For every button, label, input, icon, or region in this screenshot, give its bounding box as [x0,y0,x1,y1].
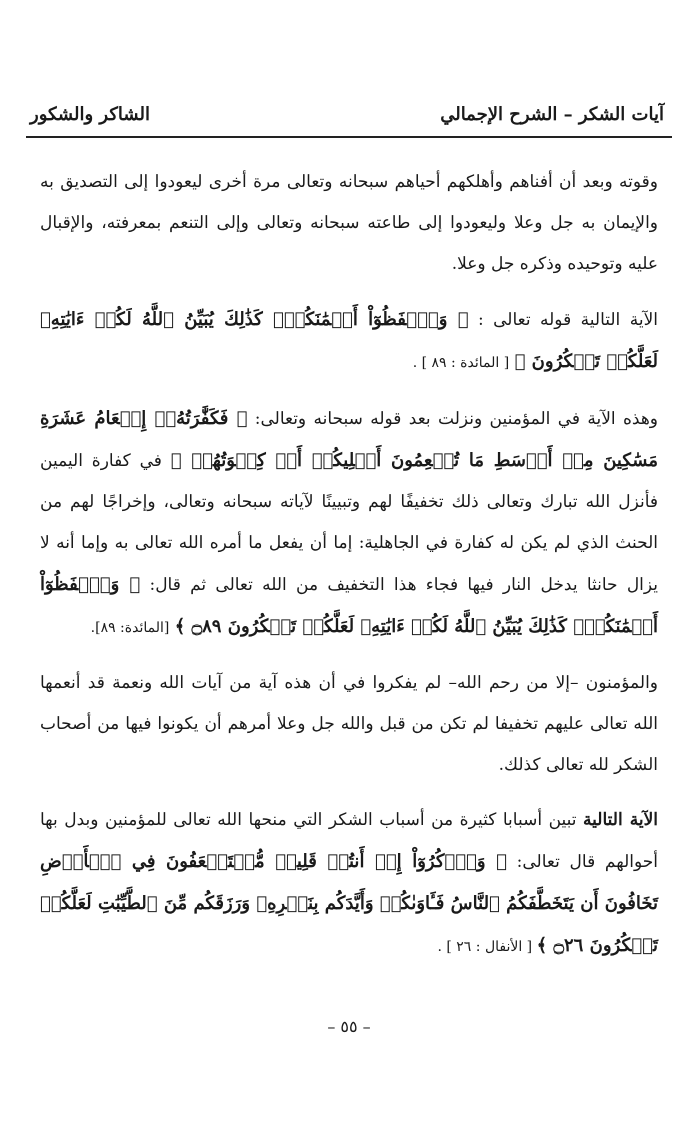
page-number: – ٥٥ – [327,1017,371,1036]
paragraph-3 [40,398,658,649]
verse-reference: [المائدة: ٨٩]. [90,620,170,636]
paragraph-3-intro: وهذه الآية في المؤمنين ونزلت بعد قوله سبحانه وتعالى: [247,409,658,429]
page-body [40,162,658,982]
paragraph-1: وقوته وبعد أن أفناهم وأهلكهم أحياهم سبحانه وتعالى مرة أخرى ليعودوا إلى التصديق به والإيمان به جل وعلا وليعودوا إلى طاعته سبحانه وتعالى وإلى التنعم بمعرفته، والإقبال عليه وتوحيده وذكره جل وعلا. [40,172,658,274]
quran-verse: ﴿ وَٱذۡكُرُوٓاْ إِذۡ أَنتُمۡ قَلِيلٞ مُّسۡتَضۡعَفُونَ فِي ٱلۡأَرۡضِ تَخَافُونَ أَن يَتَخَطَّفَكُمُ ٱلنَّاسُ فَـَٔاوَىٰكُمۡ وَأَيَّدَكُم بِنَصۡرِهِۦ وَرَزَقَكُم مِّنَ ٱلطَّيِّبَٰتِ لَعَلَّكُمۡ تَشۡكُرُونَ ۝٢٦ ﴾ [40,851,658,956]
verse-reference: [ الأنفال : ٢٦ ] . [437,939,537,955]
paragraph-2-intro: الآية التالية قوله تعالى : [468,310,658,330]
paragraph-5-text: تبين أسبابا كثيرة من أسباب الشكر التي منحها الله تعالى للمؤمنين وبدل بها أحوالهم قال تعالى: [40,810,658,872]
paragraph-5-lead: الآية التالية [583,810,658,830]
paragraph-5 [40,800,658,968]
page-header [26,92,672,138]
verse-reference: [ المائدة : ٨٩ ] . [412,355,510,371]
header-title-left: الشاكر والشكور [30,104,150,125]
header-title-right: آيات الشكر – الشرح الإجمالي [440,104,664,125]
paragraph-2 [40,299,658,384]
quran-verse: ﴿ فَكَفَّٰرَتُهُۥٓ إِطۡعَامُ عَشَرَةِ مَسَٰكِينَ مِنۡ أَوۡسَطِ مَا تُطۡعِمُونَ أَهۡلِيكُمۡ أَوۡ كِسۡوَتُهُمۡ ﴾ [40,408,658,471]
paragraph-3-text: في كفارة اليمين فأنزل الله تبارك وتعالى ذلك تخفيفًا لهم وتبيينًا لآياته سبحانه وتعالى، وإخراجًا لهم من الحنث الذي لم يكن له كفارة في الجاهلية: إما أن يفعل ما أمره الله تعالى به وإما أنه لا يزال حانثا يدخل النار فيها فجاء هذا التخفيف من الله تعالى ثم قال: [40,451,659,595]
quran-verse: ﴿ وَٱحۡفَظُوٓاْ أَيۡمَٰنَكُمۡۚ كَذَٰلِكَ يُبَيِّنُ ٱللَّهُ لَكُمۡ ءَايَٰتِهِۦ لَعَلَّكُمۡ تَشۡكُرُونَ ۝٨٩ ﴾ [40,574,658,637]
quran-verse: ﴿ وَٱحۡفَظُوٓاْ أَيۡمَٰنَكُمۡۚ كَذَٰلِكَ يُبَيِّنُ ٱللَّهُ لَكُمۡ ءَايَٰتِهِۦ لَعَلَّكُمۡ تَشۡكُرُونَ ﴾ [40,309,658,372]
paragraph-4: والمؤمنون –إلا من رحم الله– لم يفكروا في أن هذه آية من آيات الله ونعمة قد أنعمها الله تعالى عليهم تخفيفا لم تكن من قبل والله جل وعلا أمرهم أن يكونوا فيها من أصحاب الشكر لله تعالى كذلك. [40,673,658,775]
